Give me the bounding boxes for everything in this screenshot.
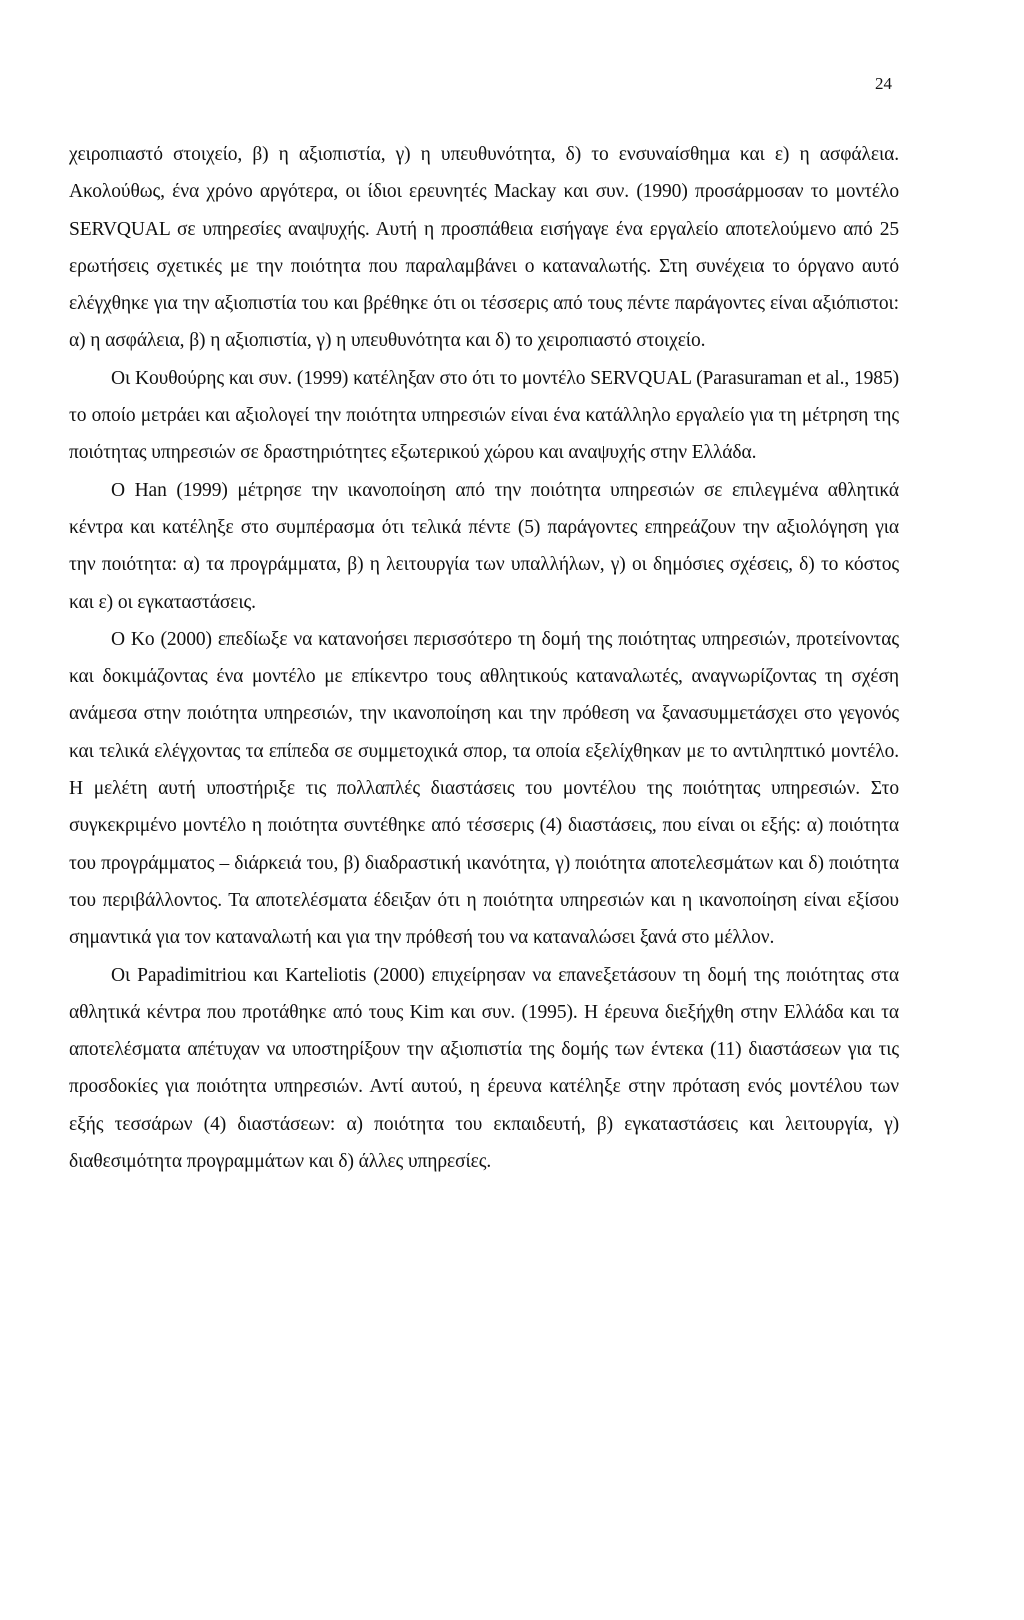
paragraph-continuation: χειροπιαστό στοιχείο, β) η αξιοπιστία, γ) η υπευθυνότητα, δ) το ενσυναίσθημα και ε) η ασφάλεια. Ακολούθως, ένα χρόνο αργότερα, οι ίδιοι ερευνητές Mackay και συν. (1990) προσάρμοσαν το μοντέλο SERVQUAL σε υπηρεσίες αναψυχής. Αυτή η προσπάθεια εισήγαγε ένα εργαλείο αποτελούμενο από 25 ερωτήσεις σχετικές με την ποιότητα που παραλαμβάνει ο καταναλωτής. Στη συνέχεια το όργανο αυτό ελέγχθηκε για την αξιοπιστία του και βρέθηκε ότι οι τέσσερις από τους πέντε παράγοντες είναι αξιόπιστοι: α) η ασφάλεια, β) η αξιοπιστία, γ) η υπευθυνότητα και δ) το χειροπιαστό στοιχείο. <box>69 144 899 352</box>
paragraph-kouthouris: Οι Κουθούρης και συν. (1999) κατέληξαν στο ότι το μοντέλο SERVQUAL (Parasuraman et al., 1985) το οποίο μετράει και αξιολογεί την ποιότητα υπηρεσιών είναι ένα κατάλληλο εργαλείο για τη μέτρηση της ποιότητας υπηρεσιών σε δραστηριότητες εξωτερικού χώρου και αναψυχής στην Ελλάδα. <box>69 367 899 464</box>
body-text <box>69 136 899 1180</box>
paragraph-papadimitriou: Οι Papadimitriou και Karteliotis (2000) επιχείρησαν να επανεξετάσουν τη δομή της ποιότητας στα αθλητικά κέντρα που προτάθηκε από τους Kim και συν. (1995). Η έρευνα διεξήχθη στην Ελλάδα και τα αποτελέσματα απέτυχαν να υποστηρίξουν την αξιοπιστία της δομής των έντεκα (11) διαστάσεων για τις προσδοκίες για ποιότητα υπηρεσιών. Αντί αυτού, η έρευνα κατέληξε στην πρόταση ενός μοντέλου των εξής τεσσάρων (4) διαστάσεων: α) ποιότητα του εκπαιδευτή, β) εγκαταστάσεις και λειτουργία, γ) διαθεσιμότητα προγραμμάτων και δ) άλλες υπηρεσίες. <box>69 964 899 1173</box>
page-number: 24 <box>875 74 892 93</box>
paragraph-ko: Ο Ko (2000) επεδίωξε να κατανοήσει περισσότερο τη δομή της ποιότητας υπηρεσιών, προτείνοντας και δοκιμάζοντας ένα μοντέλο με επίκεντρο τους αθλητικούς καταναλωτές, αναγνωρίζοντας τη σχέση ανάμεσα στην ποιότητα υπηρεσιών, την ικανοποίηση και την πρόθεση να ξανασυμμετάσχει στο γεγονός και τελικά ελέγχοντας τα επίπεδα σε συμμετοχικά σπορ, τα οποία εξελίχθηκαν με το αντιληπτικό μοντέλο. Η μελέτη αυτή υποστήριξε τις πολλαπλές διαστάσεις του μοντέλου της ποιότητας υπηρεσιών. Στο συγκεκριμένο μοντέλο η ποιότητα συντέθηκε από τέσσερις (4) διαστάσεις, που είναι οι εξής: α) ποιότητα του προγράμματος – διάρκειά του, β) διαδραστική ικανότητα, γ) ποιότητα αποτελεσμάτων και δ) ποιότητα του περιβάλλοντος. Τα αποτελέσματα έδειξαν ότι η ποιότητα υπηρεσιών και η ικανοποίηση είναι εξίσου σημαντικά για τον καταναλωτή και για την πρόθεσή του να καταναλώσει ξανά στο μέλλον. <box>69 628 899 949</box>
paragraph-han: Ο Han (1999) μέτρησε την ικανοποίηση από την ποιότητα υπηρεσιών σε επιλεγμένα αθλητικά κέντρα και κατέληξε στο συμπέρασμα ότι τελικά πέντε (5) παράγοντες επηρεάζουν την αξιολόγηση για την ποιότητα: α) τα προγράμματα, β) η λειτουργία των υπαλλήλων, γ) οι δημόσιες σχέσεις, δ) το κόστος και ε) οι εγκαταστάσεις. <box>69 479 899 613</box>
